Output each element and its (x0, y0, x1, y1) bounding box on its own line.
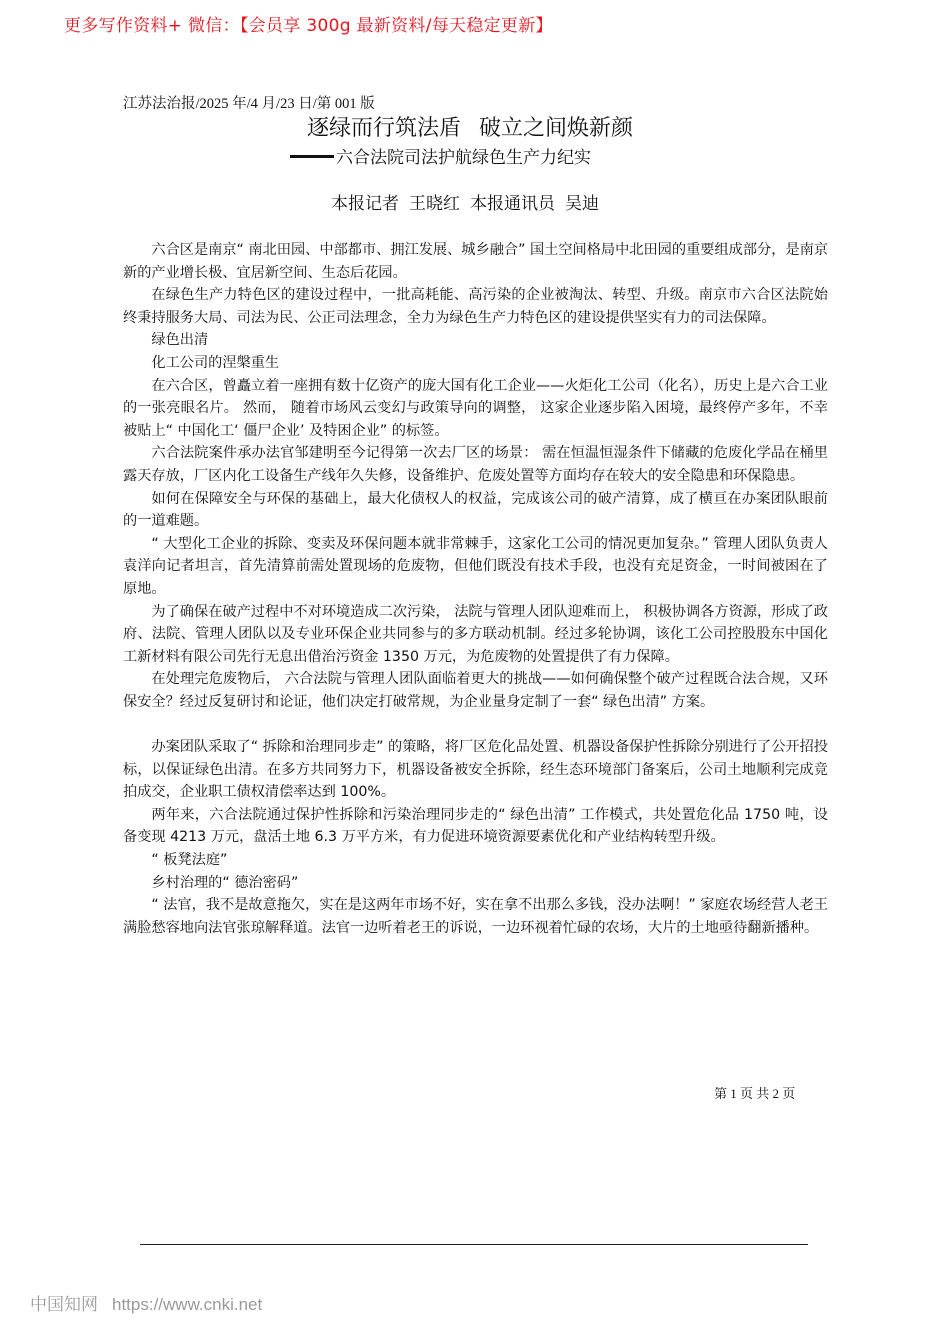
paragraph: “ 法官，我不是故意拖欠，实在是这两年市场不好，实在拿不出那么多钱，没办法啊！” 家庭农场经营人老王满脸愁容地向法官张琼解释道。法官一边听着老王的诉说，一边环视着忙碌的农场，大片的土地亟待翻新播种。 (123, 897, 828, 936)
paragraph: 两年来，六合法院通过保护性拆除和污染治理同步走的“ 绿色出清” 工作模式，共处置危化品 1750 吨，设备变现 4213 万元，盘活土地 6.3 万平方米，有力促进环境资源要素优化和产业结构转型升级。 (123, 806, 828, 846)
section-heading: 绿色出清 (151, 332, 209, 349)
section-heading: “ 板凳法庭” (151, 852, 228, 869)
subheadline-text: 六合法院司法护航绿色生产力纪实 (336, 148, 591, 168)
section-subheading: 化工公司的涅槃重生 (151, 354, 280, 371)
correspondent-name: 吴迪 (565, 194, 599, 214)
watermark-site-name: 中国知网 (30, 1295, 98, 1315)
headline-part-1: 逐绿而行筑法盾 (306, 116, 461, 141)
promo-banner: 更多写作资料+ 微信：【会员享 300g 最新资料/每天稳定更新】 (64, 16, 553, 36)
watermark-url: https://www.cnki.net (112, 1295, 263, 1314)
reporter-name: 王晓红 (409, 194, 460, 214)
headline-part-2: 破立之间焕新颜 (479, 116, 634, 141)
byline (0, 192, 930, 216)
paragraph: 在绿色生产力特色区的建设过程中，一批高耗能、高污染的企业被淘汰、转型、升级。南京市六合区法院始终秉持服务大局、司法为民、公正司法理念，全力为绿色生产力特色区的建设提供坚实有力的司法保障。 (123, 287, 828, 326)
paragraph: “ 大型化工企业的拆除、变卖及环保问题本就非常棘手，这家化工公司的情况更加复杂。” 管理人团队负责人袁洋向记者坦言，首先清算前需处置现场的危废物，但他们既没有技术手段，也没有充足资金，一时间被困在了原地。 (123, 535, 828, 597)
article-body (123, 239, 828, 939)
footer-divider (140, 1244, 808, 1245)
em-dash-rule (290, 155, 334, 158)
correspondent-role: 本报通讯员 (470, 194, 555, 214)
paragraph: 如何在保障安全与环保的基础上，最大化债权人的权益，完成该公司的破产清算，成了横亘在办案团队眼前的一道难题。 (123, 490, 828, 530)
paragraph: 为了确保在破产过程中不对环境造成二次污染， 法院与管理人团队迎难而上， 积极协调各方资源，形成了政府、法院、管理人团队以及专业环保企业共同参与的多方联动机制。经过多轮协调，该化工公司控股股东中国化工新材料有限公司先行无息出借治污资金 1350 万元，为危废物的处置提供了有力保障。 (123, 603, 828, 665)
paragraph: 六合法院案件承办法官邹建明至今记得第一次去厂区的场景： 需在恒温恒湿条件下储藏的危废化学品在桶里露天存放，厂区内化工设备生产线年久失修，设备维护、危废处置等方面均存在较大的安全隐患和环保隐患。 (123, 445, 828, 484)
paragraph: 在六合区，曾矗立着一座拥有数十亿资产的庞大国有化工企业——火炬化工公司（化名），历史上是六合工业的一张亮眼名片。 然而， 随着市场风云变幻与政策导向的调整， 这家企业逐步陷入困境，最终停产多年，不幸被贴上“ 中国化工‘ 僵尸企业’ 及特困企业” 的标签。 (123, 377, 828, 439)
section-subheading: 乡村治理的“ 德治密码” (151, 874, 299, 891)
source-line: 江苏法治报/2025 年/4 月/23 日/第 001 版 (123, 96, 375, 112)
page-number: 第 1 页 共 2 页 (714, 1086, 796, 1101)
paragraph: 六合区是南京“ 南北田园、中部都市、拥江发展、城乡融合” 国土空间格局中北田园的重要组成部分，是南京新的产业增长极、宜居新空间、生态后花园。 (123, 242, 828, 281)
subheadline (290, 146, 591, 170)
paragraph: 在处理完危废物后， 六合法院与管理人团队面临着更大的挑战——如何确保整个破产过程既合法合规，又环保安全？经过反复研讨和论证，他们决定打破常规，为企业量身定制了一套“ 绿色出清” 方案。 (123, 671, 828, 710)
cnki-watermark (30, 1293, 262, 1317)
blank-line (123, 713, 828, 736)
paragraph: 办案团队采取了“ 拆除和治理同步走” 的策略，将厂区危化品处置、机器设备保护性拆除分别进行了公开招投标，以保证绿色出清。在多方共同努力下，机器设备被安全拆除，经生态环境部门备案后，公司土地顺利完成竞拍成交，企业职工债权清偿率达到 100%。 (123, 739, 828, 801)
headline (0, 114, 940, 144)
reporter-role: 本报记者 (331, 194, 399, 214)
